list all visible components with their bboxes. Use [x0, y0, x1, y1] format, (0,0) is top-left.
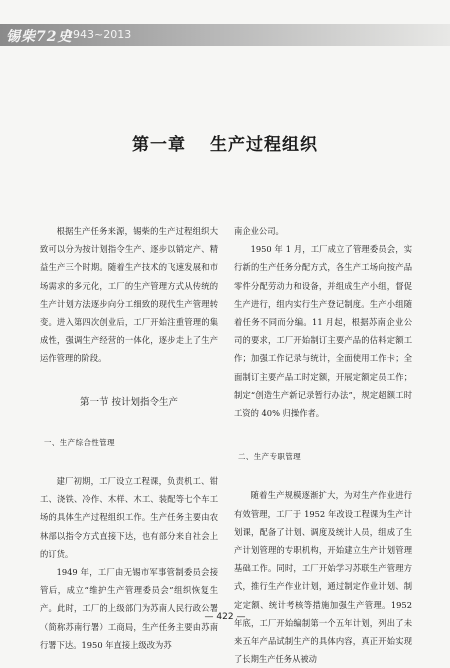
left-column: [40, 222, 218, 654]
intro-paragraph: 根据生产任务来源，锡柴的生产过程组织大致可以分为按计划指令生产、逐步以销定产、精益生产三个时期。随着生产技术的飞速发展和市场需求的多元化，工厂的生产管理方式从传统的生产计划方法逐步向分工细致的现代生产管理转变。进入第四次创业后，工厂开始注重管理的集成性，强调生产经营的一体化，逐步走上了生产运作管理的阶段。: [40, 226, 218, 364]
chapter-title: [0, 130, 450, 155]
subsection-title: 二、生产专职管理: [238, 452, 302, 462]
chapter-name: 生产过程组织: [210, 135, 318, 155]
continued-text: 南企业公司。: [234, 226, 284, 236]
body-paragraph: 1950 年 1 月，工厂成立了管理委员会，实行新的生产任务分配方式，各生产工场向按产品零件分配劳动力和设备，并组成生产小组，督促生产进行，组内实行生产登记制度。生产小组随着任务不同而分编。11 月起，根据苏南企业公司的要求，工厂开始制订主要产品的估料定额工作；加强工作记录与统计，全面使用工作卡；全面制订主要产品工时定额，开展定额定员工作；制定“创造生产新记录暂行办法”，规定超额工时工资的 40% 归操作者。: [234, 244, 412, 419]
body-paragraph: 建厂初期，工厂设立工程课，负责机工、钳工、浇铁、冷作、木样、木工、装配等七个车工场的具体生产过程组织工作。生产任务主要由农林部以指令方式直接下达，也有部分来自社会上的订货。: [40, 476, 218, 559]
chapter-number: 第一章: [132, 135, 186, 155]
section-title: 第一节 按计划指令生产: [79, 396, 179, 408]
running-header: [0, 24, 450, 46]
page-number: — 422 —: [204, 612, 246, 622]
subsection-title: 一、生产综合性管理: [44, 437, 116, 447]
body-paragraph: 1949 年，工厂由无锡市军事管制委员会接管后，成立“维护生产管理委员会”组织恢复生产。此时，工厂的上级部门为苏南人民行政公署（简称苏南行署）工商局，生产任务主要由苏南行署下达。1950 年直接上级改为苏: [40, 567, 218, 650]
right-column: [234, 222, 412, 668]
body-paragraph: 随着生产规模逐渐扩大，为对生产作业进行有效管理，工厂于 1952 年改设工程课为生产计划课，配备了计划、调度及统计人员，组成了生产计划管理的专职机构，开始建立生产计划管理基础工作。同时，工厂开始学习苏联生产管理方式，推行生产作业计划，通过制定作业计划、制定定额、统计考核等措施加强生产管理。1952 年底，工厂开始编制第一个五年计划，列出了未来五年产品试制生产的具体内容，真正开始实现了长期生产任务从被动: [234, 490, 412, 665]
book-logo: 锡柴72史: [6, 29, 73, 45]
header-years: 1943~2013: [66, 28, 132, 41]
